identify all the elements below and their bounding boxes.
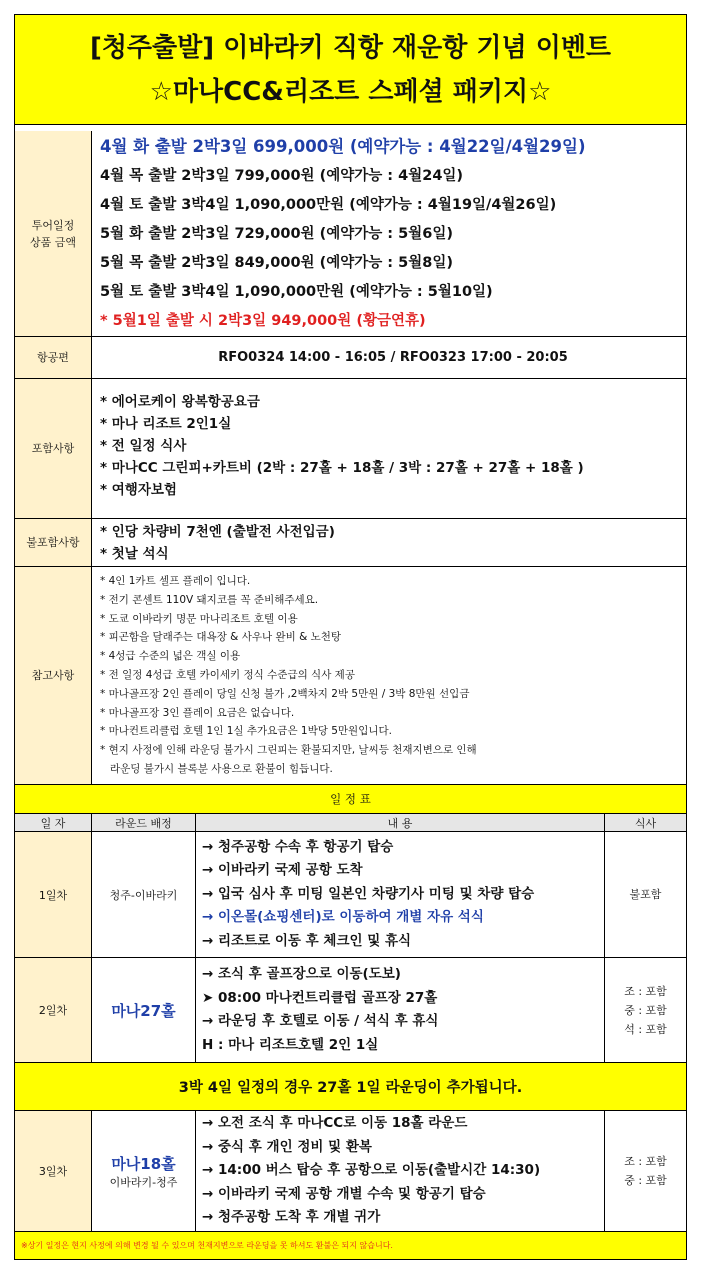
meal-info: 석 : 포함 (624, 1022, 667, 1036)
price-item: 5월 화 출발 2박3일 729,000원 (예약가능 : 5월6일) (100, 226, 453, 242)
round-cell (92, 1111, 196, 1231)
extra-round-note: 3박 4일 일정의 경우 27홀 1일 라운딩이 추가됩니다. (15, 1063, 686, 1111)
included-item: * 마나CC 그린피+카트비 (2박 : 27홀 + 18홀 / 3박 : 27홀 + 27홀 + 18홀 ) (100, 460, 584, 476)
content-cell (196, 832, 605, 957)
activity-item: → 중식 후 개인 정비 및 환복 (202, 1138, 372, 1155)
included-item: * 전 일정 식사 (100, 438, 187, 454)
col-header-day: 일 자 (15, 814, 92, 831)
price-item: 5월 목 출발 2박3일 849,000원 (예약가능 : 5월8일) (100, 255, 453, 271)
excluded-item: * 인당 차량비 7천엔 (출발전 사전입금) (100, 524, 335, 540)
excluded-label: 불포함사항 (15, 519, 92, 566)
meal-info: 불포함 (629, 888, 662, 901)
excluded-section (15, 519, 686, 567)
title-line-1: [청주출발] 이바라키 직항 재운항 기념 이벤트 (89, 32, 612, 63)
day-label: 3일차 (15, 1111, 92, 1231)
price-label-line-1: 투어일정 (31, 218, 75, 232)
notes-section (15, 567, 686, 785)
included-label: 포함사항 (15, 379, 92, 518)
note-item: * 현지 사정에 인해 라운딩 불가시 그린피는 환불되지만, 날씨등 천재지변으로 인해 (100, 744, 477, 757)
title-line-2: ☆마나CC&리조트 스페셜 패키지☆ (149, 76, 552, 107)
flight-label: 항공편 (15, 337, 92, 378)
activity-item: → 이온몰(쇼핑센터)로 이동하여 개별 자유 석식 (202, 909, 484, 926)
title-banner (15, 15, 686, 125)
activity-item: → 14:00 버스 탑승 후 공항으로 이동(출발시간 14:30) (202, 1162, 541, 1179)
meal-info: 중 : 포함 (624, 1174, 667, 1187)
note-item: * 피곤함을 달래주는 대욕장 & 사우나 완비 & 노천탕 (100, 631, 342, 644)
meal-info: 조 : 포함 (624, 1155, 667, 1168)
price-label (15, 131, 92, 336)
included-item: * 에어로케이 왕복항공요금 (100, 394, 260, 410)
activity-item: → 이바라키 국제 공항 개별 수속 및 항공기 탑승 (202, 1185, 486, 1202)
col-header-round: 라운드 배정 (92, 814, 196, 831)
price-item: 5월 토 출발 3박4일 1,090,000만원 (예약가능 : 5월10일) (100, 284, 493, 300)
note-item: 라운딩 불가시 블록분 사용으로 환불이 힘듭니다. (110, 762, 333, 775)
activity-item: → 라운딩 후 호텔로 이동 / 석식 후 휴식 (202, 1013, 439, 1029)
included-item: * 여행자보험 (100, 482, 177, 498)
content-cell (196, 958, 605, 1062)
round-cell (92, 832, 196, 957)
note-item: * 도쿄 이바라키 명문 마나리조트 호텔 이용 (100, 612, 298, 625)
hotel-info: H : 마나 리조트호텔 2인 1실 (202, 1036, 379, 1053)
package-sheet (14, 14, 687, 1260)
schedule-column-headers (15, 814, 686, 832)
schedule-row-day3 (15, 1111, 686, 1232)
included-section (15, 379, 686, 519)
col-header-meal: 식사 (634, 816, 657, 830)
activity-item: → 조식 후 골프장으로 이동(도보) (202, 966, 401, 982)
included-item: * 마나 리조트 2인1실 (100, 416, 232, 432)
activity-item: → 입국 심사 후 미팅 일본인 차량기사 미팅 및 차량 탑승 (202, 885, 535, 902)
price-item: 4월 화 출발 2박3일 699,000원 (예약가능 : 4월22일/4월29일) (100, 137, 586, 156)
round-assignment: 마나18홀 (111, 1154, 176, 1173)
schedule-row-day2 (15, 958, 686, 1063)
meal-info: 조 : 포함 (624, 984, 667, 998)
schedule-title: 일 정 표 (15, 785, 686, 814)
round-cell (92, 958, 196, 1062)
round-assignment: 청주-이바라키 (109, 888, 178, 902)
note-item: * 마나컨트리클럽 호텔 1인 1실 추가요금은 1박당 5만원입니다. (100, 725, 392, 738)
round-route: 이바라키-청주 (109, 1175, 178, 1189)
notes-list (92, 567, 686, 784)
day-label: 2일차 (15, 958, 92, 1062)
content-cell (196, 1111, 605, 1231)
disclaimer-footer: ※상기 일정은 현지 사정에 의해 변경 될 수 있으며 천재지변으로 라운딩을 못 하셔도 환불은 되지 않습니다. (15, 1232, 686, 1259)
col-header-content: 내 용 (196, 814, 605, 831)
note-item: * 4성급 수준의 넓은 객실 이용 (100, 650, 241, 663)
meal-cell (605, 1111, 686, 1231)
note-item: * 4인 1카트 셀프 플레이 입니다. (100, 575, 251, 587)
note-item: * 마나골프장 3인 플레이 요금은 없습니다. (100, 706, 295, 719)
excluded-list (92, 519, 686, 566)
schedule-row-day1 (15, 832, 686, 958)
note-item: * 전기 콘센트 110V 돼지코를 꼭 준비해주세요. (100, 593, 319, 606)
activity-item: → 이바라키 국제 공항 도착 (202, 862, 363, 879)
flight-section (15, 337, 686, 379)
day-label: 1일차 (15, 832, 92, 957)
round-assignment: 마나27홀 (111, 1001, 176, 1020)
price-label-line-2: 상품 금액 (29, 235, 76, 249)
meal-info: 중 : 포함 (624, 1003, 667, 1017)
activity-item: ➤ 08:00 마나컨트리클럽 골프장 27홀 (202, 989, 438, 1006)
meal-cell (605, 958, 686, 1062)
activity-item: → 청주공항 수속 후 항공기 탑승 (202, 838, 394, 855)
meal-cell (605, 832, 686, 957)
excluded-item: * 첫날 석식 (100, 546, 169, 562)
price-item-holiday: * 5월1일 출발 시 2박3일 949,000원 (황금연휴) (100, 313, 426, 329)
notes-label: 참고사항 (15, 567, 92, 784)
note-item: * 전 일정 4성급 호텔 카이세키 정식 수준급의 식사 제공 (100, 668, 355, 681)
price-item: 4월 토 출발 3박4일 1,090,000만원 (예약가능 : 4월19일/4월26일) (100, 197, 557, 213)
flight-value: RFO0324 14:00 - 16:05 / RFO0323 17:00 - 20:05 (218, 350, 568, 365)
activity-item: → 청주공항 도착 후 개별 귀가 (202, 1209, 381, 1226)
price-item: 4월 목 출발 2박3일 799,000원 (예약가능 : 4월24일) (100, 168, 464, 184)
note-item: * 마나골프장 2인 플레이 당일 신청 불가 ,2백차지 2박 5만원 / 3박 8만원 선입금 (100, 687, 470, 700)
activity-item: → 리조트로 이동 후 체크인 및 휴식 (202, 932, 412, 949)
price-section (15, 125, 686, 337)
activity-item: → 오전 조식 후 마나CC로 이동 18홀 라운드 (202, 1115, 468, 1132)
price-list (92, 131, 686, 336)
included-list (92, 379, 686, 518)
